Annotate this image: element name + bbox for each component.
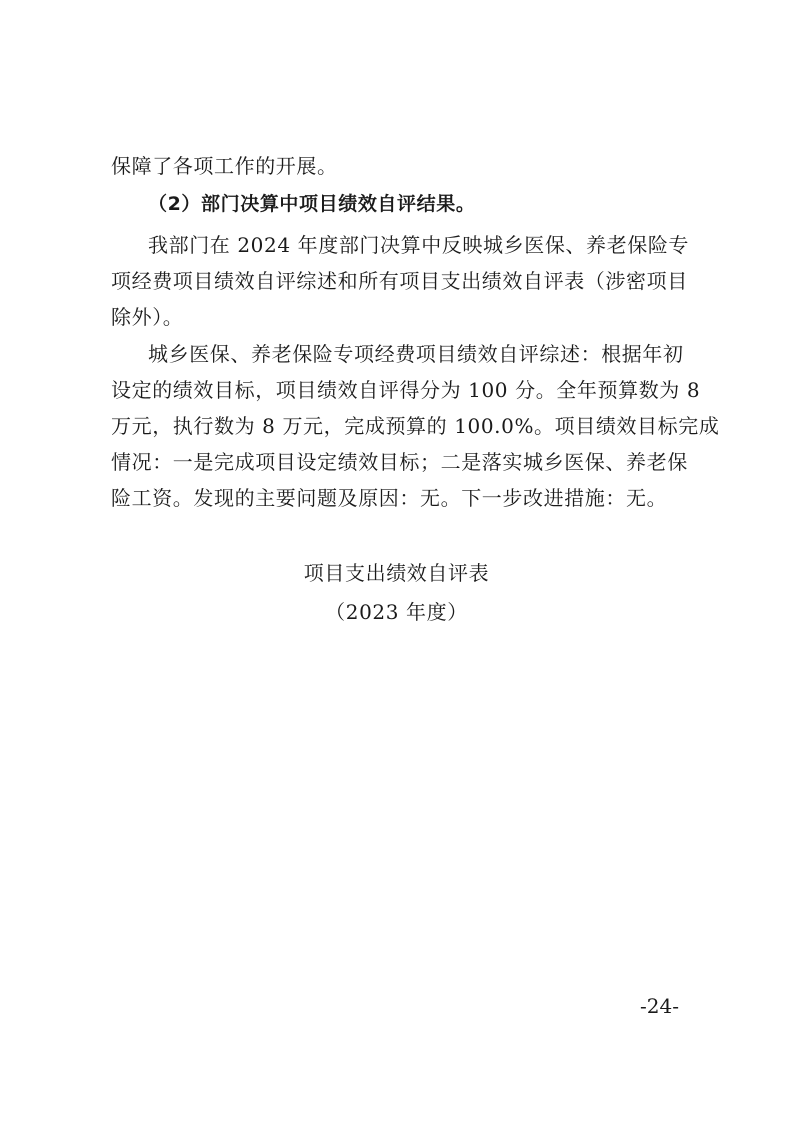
paragraph-line: 万元，执行数为 8 万元，完成预算的 100.0%。项目绩效目标完成 (111, 414, 720, 438)
paragraph-line: 设定的绩效目标，项目绩效自评得分为 100 分。全年预算数为 8 (111, 378, 701, 402)
paragraph-line: 项经费项目绩效自评综述和所有项目支出绩效自评表（涉密项目 (111, 269, 688, 293)
table-title: 项目支出绩效自评表 (303, 561, 490, 585)
page-number: -24- (640, 994, 679, 1018)
paragraph-line: 情况：一是完成项目设定绩效目标；二是落实城乡医保、养老保 (111, 450, 688, 474)
paragraph-line: 城乡医保、养老保险专项经费项目绩效自评综述：根据年初 (148, 342, 684, 366)
table-subtitle: （2023 年度） (325, 600, 468, 624)
paragraph-line: 保障了各项工作的开展。 (111, 154, 338, 178)
paragraph-line: 险工资。发现的主要问题及原因：无。下一步改进措施：无。 (111, 486, 668, 510)
paragraph-line: 除外）。 (111, 305, 184, 329)
section-heading: （2）部门决算中项目绩效自评结果。 (148, 193, 476, 215)
paragraph-line: 我部门在 2024 年度部门决算中反映城乡医保、养老保险专 (148, 233, 690, 257)
